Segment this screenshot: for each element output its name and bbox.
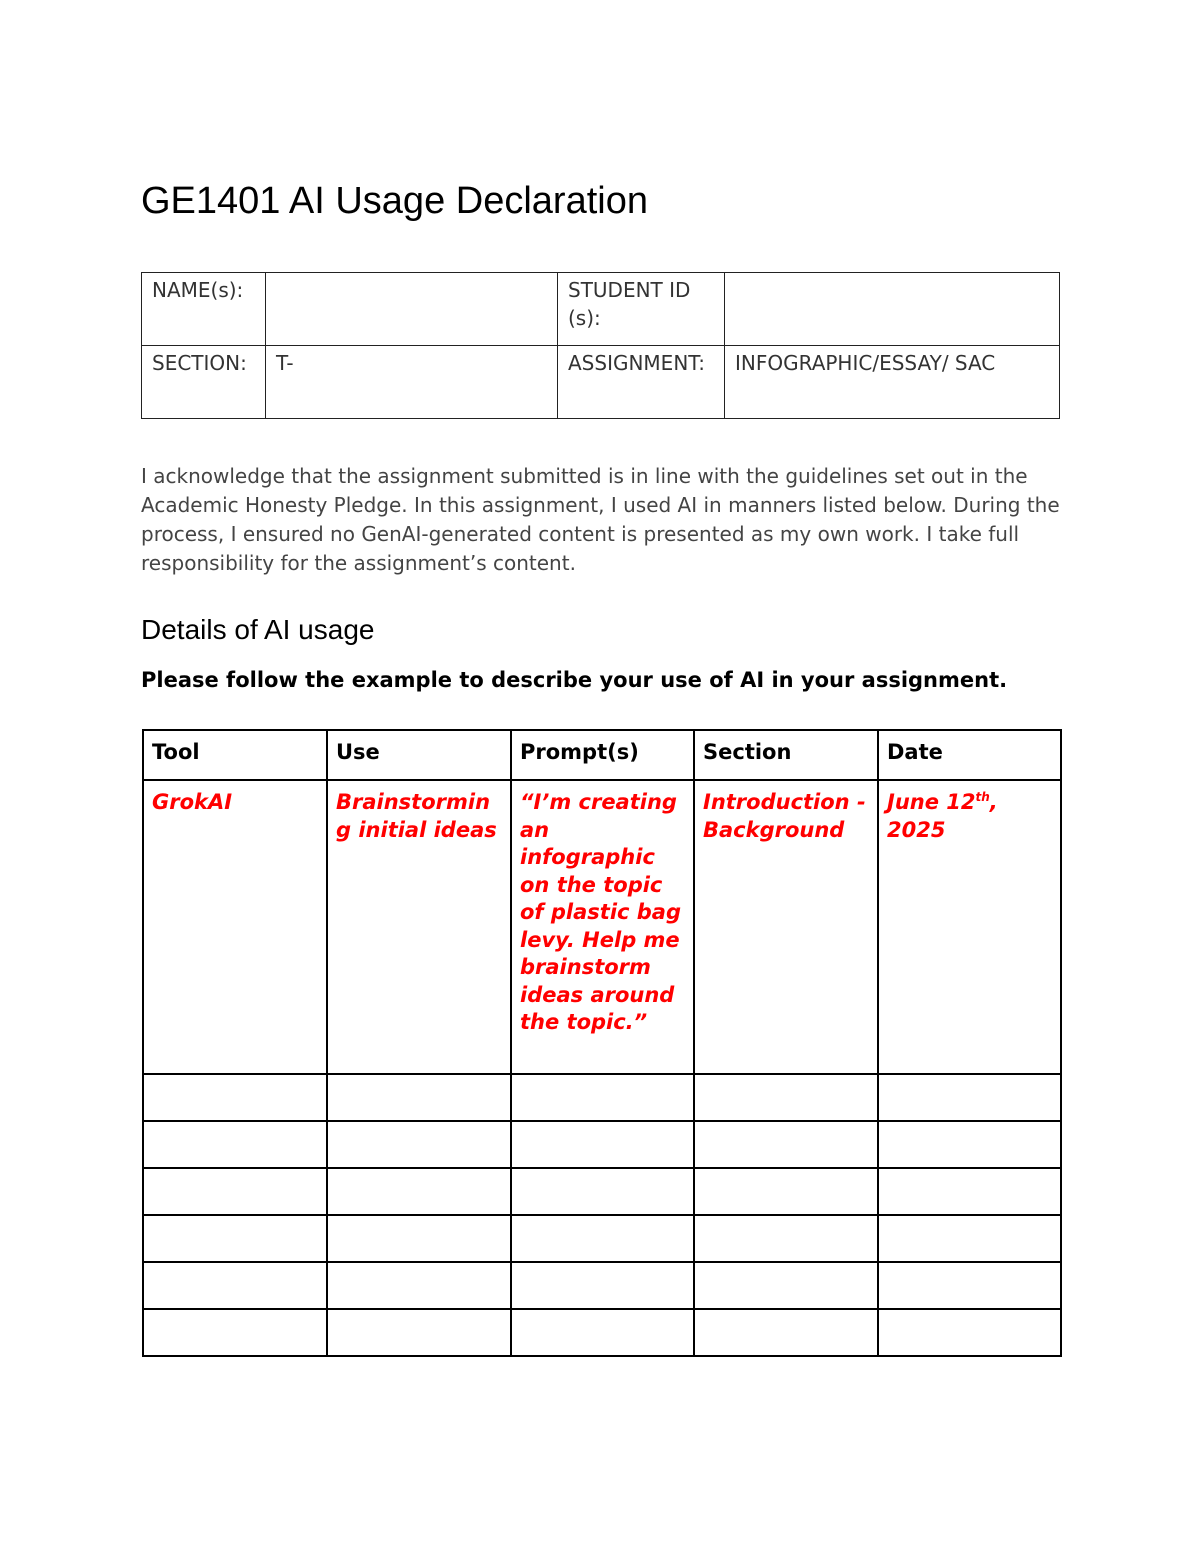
example-prompt: “I’m creating an infographic on the topic of plastic bag levy. Help me brainstorm ideas around the topic.”	[511, 780, 694, 1074]
blank-cell[interactable]	[511, 1215, 694, 1262]
table-row	[143, 1121, 1061, 1168]
details-heading: Details of AI usage	[141, 614, 375, 645]
blank-cell[interactable]	[143, 1215, 327, 1262]
header-section: Section	[694, 730, 878, 780]
blank-cell[interactable]	[694, 1074, 878, 1121]
example-date-suffix: th	[975, 790, 990, 804]
acknowledgement-paragraph: I acknowledge that the assignment submitted is in line with the guidelines set out in the Academic Honesty Pledge. In this assignment, I used AI in manners listed below. During the process, I ensured no GenAI-generated content is presented as my own work. I take full responsibility for the assignment’s content.	[141, 464, 1060, 575]
blank-cell[interactable]	[327, 1121, 511, 1168]
blank-cell[interactable]	[694, 1168, 878, 1215]
assignment-label: ASSIGNMENT:	[558, 346, 725, 419]
header-date: Date	[878, 730, 1061, 780]
blank-cell[interactable]	[694, 1215, 878, 1262]
assignment-field[interactable]: INFOGRAPHIC/ESSAY/ SAC	[725, 346, 1060, 419]
header-tool: Tool	[143, 730, 327, 780]
table-row	[143, 1309, 1061, 1356]
example-section: Introduction - Background	[694, 780, 878, 1074]
blank-cell[interactable]	[511, 1168, 694, 1215]
blank-cell[interactable]	[327, 1215, 511, 1262]
blank-cell[interactable]	[143, 1262, 327, 1309]
name-field[interactable]	[266, 273, 558, 346]
blank-cell[interactable]	[878, 1309, 1061, 1356]
blank-cell[interactable]	[511, 1262, 694, 1309]
example-date-main: June 12	[887, 790, 976, 814]
blank-cell[interactable]	[327, 1074, 511, 1121]
info-row-section	[142, 346, 1060, 419]
example-date	[878, 780, 1061, 1074]
table-row	[143, 1168, 1061, 1215]
usage-header-row	[143, 730, 1061, 780]
name-label: NAME(s):	[142, 273, 266, 346]
table-row	[143, 1215, 1061, 1262]
student-id-field[interactable]	[725, 273, 1060, 346]
header-prompts: Prompt(s)	[511, 730, 694, 780]
student-info-table	[141, 272, 1060, 419]
blank-cell[interactable]	[511, 1309, 694, 1356]
blank-cell[interactable]	[878, 1215, 1061, 1262]
section-field[interactable]: T-	[266, 346, 558, 419]
blank-cell[interactable]	[327, 1168, 511, 1215]
table-row	[143, 1262, 1061, 1309]
blank-cell[interactable]	[878, 1262, 1061, 1309]
header-use: Use	[327, 730, 511, 780]
example-use: Brainstorming initial ideas	[327, 780, 511, 1074]
blank-cell[interactable]	[143, 1168, 327, 1215]
section-label: SECTION:	[142, 346, 266, 419]
ai-usage-table	[142, 729, 1062, 1357]
example-date-year: , 2025	[887, 790, 998, 842]
student-id-label: STUDENT ID(s):	[558, 273, 725, 346]
blank-cell[interactable]	[694, 1309, 878, 1356]
blank-cell[interactable]	[878, 1074, 1061, 1121]
blank-cell[interactable]	[143, 1309, 327, 1356]
instruction-text: Please follow the example to describe your use of AI in your assignment.	[141, 668, 1008, 692]
blank-cell[interactable]	[694, 1262, 878, 1309]
blank-cell[interactable]	[694, 1121, 878, 1168]
blank-cell[interactable]	[878, 1168, 1061, 1215]
example-tool: GrokAI	[143, 780, 327, 1074]
blank-cell[interactable]	[511, 1121, 694, 1168]
blank-cell[interactable]	[878, 1121, 1061, 1168]
table-row	[143, 1074, 1061, 1121]
blank-cell[interactable]	[327, 1262, 511, 1309]
blank-cell[interactable]	[511, 1074, 694, 1121]
page-title: GE1401 AI Usage Declaration	[141, 180, 648, 222]
blank-cell[interactable]	[143, 1121, 327, 1168]
blank-cell[interactable]	[143, 1074, 327, 1121]
example-row	[143, 780, 1061, 1074]
info-row-name	[142, 273, 1060, 346]
blank-cell[interactable]	[327, 1309, 511, 1356]
